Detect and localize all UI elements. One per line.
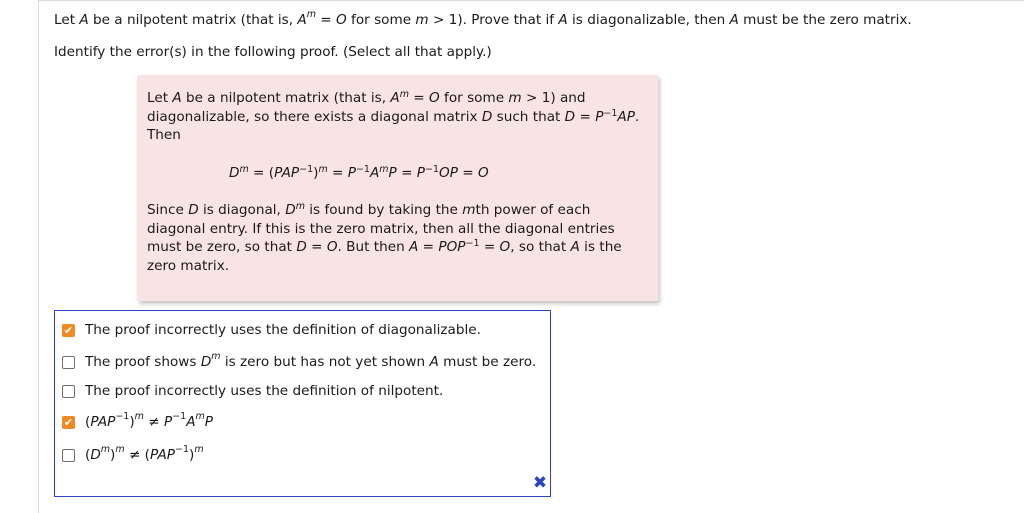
proof-equation: $D^m = (PAP^{-1})^m = P^{-1}A^mP = P^{-1}OP = O$ — [229, 164, 489, 181]
choice-label: $(PAP^{-1})^m \ne P^{-1}A^mP$ — [85, 411, 213, 430]
choice-5[interactable] — [62, 445, 204, 465]
choice-label: The proof incorrectly uses the definition of nilpotent. — [85, 383, 444, 399]
question-statement: Let A be a nilpotent matrix (that is, $A^m = O$ for some m > 1). Prove that if A is diagonalizable, then A must be the zero matrix. — [54, 9, 912, 28]
incorrect-x-icon[interactable]: ✖ — [532, 473, 548, 493]
checkbox[interactable] — [62, 356, 75, 369]
choice-2[interactable] — [62, 352, 536, 372]
question-instructions: Identify the error(s) in the following proof. (Select all that apply.) — [54, 44, 492, 60]
choice-1[interactable] — [62, 320, 481, 340]
proof-paragraph-2: Since D is diagonal, $D^m$ is found by taking the mth power of each diagonal entry. If this is the zero matrix, then all the diagonal entries must be zero, so that D = O. But then $A = POP^{-1} = O$, so that A is the zero matrix. — [147, 201, 622, 274]
checkbox[interactable]: ✔ — [63, 415, 74, 429]
answer-choices — [54, 310, 551, 497]
choice-label: The proof incorrectly uses the definition of diagonalizable. — [85, 322, 481, 338]
checkbox[interactable]: ✔ — [63, 323, 74, 337]
choice-3[interactable] — [62, 381, 443, 401]
choice-label: $(D^m)^m \ne (PAP^{-1})^m$ — [85, 444, 204, 463]
checkbox[interactable] — [62, 385, 75, 398]
left-divider — [38, 0, 39, 513]
choice-label: The proof shows $D^m$ is zero but has not yet shown A must be zero. — [85, 351, 537, 370]
checkbox[interactable] — [62, 449, 75, 462]
proof-paragraph-1: Let A be a nilpotent matrix (that is, $A^m = O$ for some m > 1) and diagonalizable, so there exists a diagonal matrix D such that $D = P^{-1}AP$. Then — [147, 89, 640, 143]
proof-box — [137, 75, 658, 301]
choice-4[interactable] — [62, 412, 213, 432]
top-divider — [38, 0, 1024, 1]
